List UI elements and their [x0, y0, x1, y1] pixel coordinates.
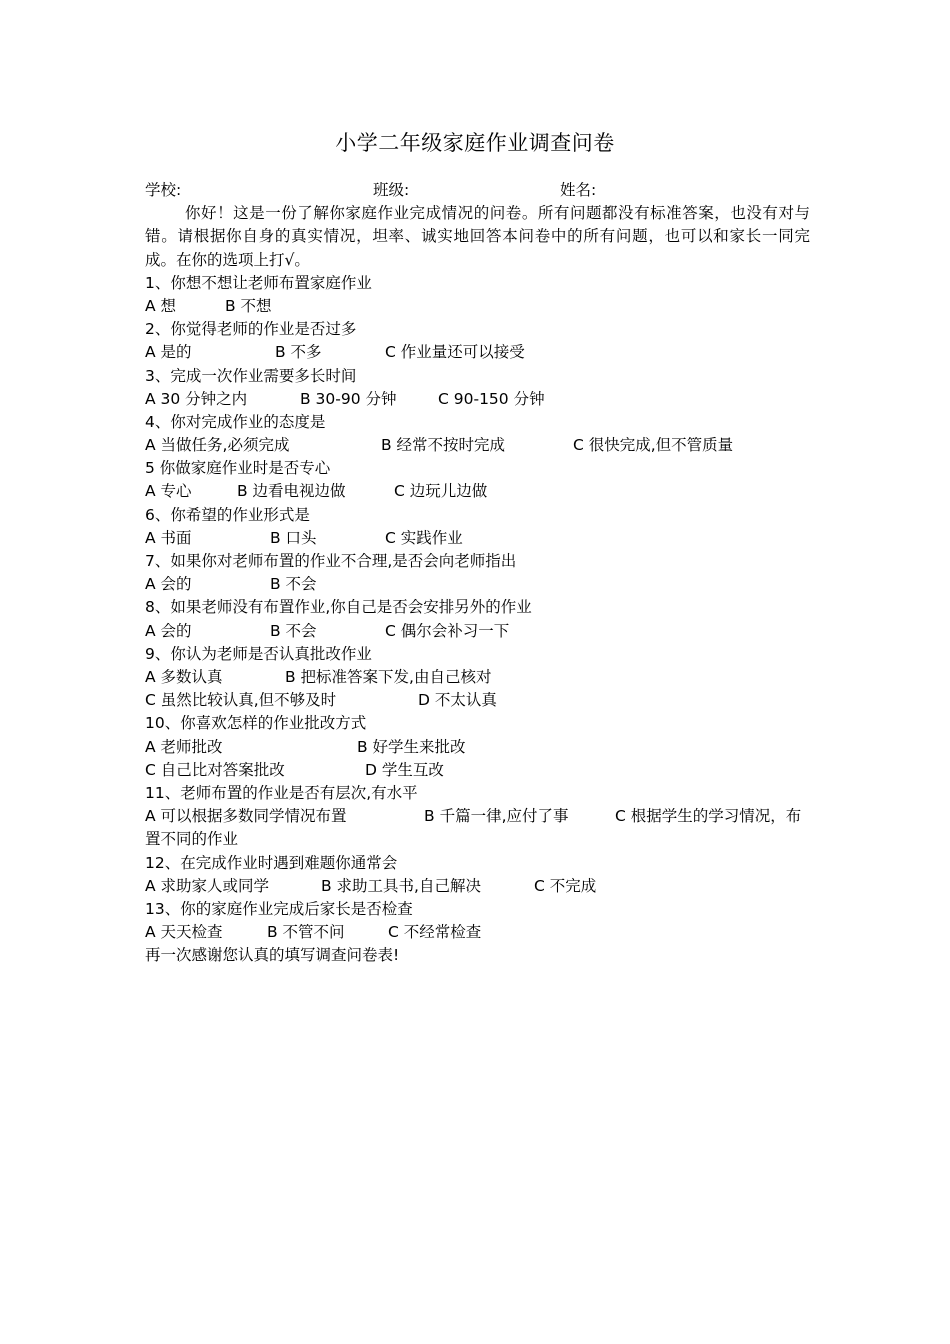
option-13b[interactable]: B 不管不问: [267, 923, 345, 942]
option-7a[interactable]: A 会的: [145, 575, 192, 594]
option-10a[interactable]: A 老师批改: [145, 737, 223, 756]
question-1: 1、你想不想让老师布置家庭作业: [145, 273, 372, 292]
option-2c[interactable]: C 作业量还可以接受: [385, 343, 525, 362]
options-row-12: [145, 875, 810, 898]
option-3b[interactable]: B 30-90 分钟: [300, 389, 397, 408]
options-row-10b: [145, 759, 810, 782]
option-6c[interactable]: C 实践作业: [385, 528, 463, 547]
question-10: 10、你喜欢怎样的作业批改方式: [145, 714, 367, 733]
option-1a[interactable]: A 想: [145, 296, 177, 315]
option-2a[interactable]: A 是的: [145, 343, 192, 362]
question-8: 8、如果老师没有布置作业,你自己是否会安排另外的作业: [145, 598, 532, 617]
question-5: 5 你做家庭作业时是否专心: [145, 459, 331, 478]
option-4c[interactable]: C 很快完成,但不管质量: [573, 436, 734, 455]
option-10d[interactable]: D 学生互改: [365, 760, 444, 779]
question-7: 7、如果你对老师布置的作业不合理,是否会向老师指出: [145, 552, 517, 571]
options-row-7: [145, 573, 810, 596]
option-2b[interactable]: B 不多: [275, 343, 322, 362]
option-5c[interactable]: C 边玩儿边做: [394, 482, 488, 501]
options-row-3: [145, 388, 810, 411]
options-row-13: [145, 921, 810, 944]
class-label: 班级:: [373, 181, 410, 199]
option-8a[interactable]: A 会的: [145, 621, 192, 640]
option-9b[interactable]: B 把标准答案下发,由自己核对: [285, 667, 492, 686]
option-10b[interactable]: B 好学生来批改: [357, 737, 466, 756]
option-5b[interactable]: B 边看电视边做: [237, 482, 346, 501]
intro-paragraph: 你好！这是一份了解你家庭作业完成情况的问卷。所有问题都没有标准答案，也没有对与错。请根据你自身的真实情况，坦率、诚实地回答本问卷中的所有问题，也可以和家长一同完成。在你的选项上打√。: [145, 204, 810, 269]
options-row-8: [145, 620, 810, 643]
options-row-6: [145, 527, 810, 550]
name-label: 姓名:: [560, 181, 597, 199]
option-6a[interactable]: A 书面: [145, 528, 192, 547]
question-4: 4、你对完成作业的态度是: [145, 412, 326, 431]
option-9d[interactable]: D 不太认真: [418, 691, 497, 710]
document-body: [145, 179, 810, 967]
question-9: 9、你认为老师是否认真批改作业: [145, 644, 372, 663]
options-row-5: [145, 480, 810, 503]
option-9a[interactable]: A 多数认真: [145, 667, 223, 686]
options-row-9b: [145, 689, 810, 712]
option-5a[interactable]: A 专心: [145, 482, 192, 501]
option-13a[interactable]: A 天天检查: [145, 923, 223, 942]
options-row-4: [145, 434, 810, 457]
options-row-11[interactable]: A 可以根据多数同学情况布置 B 千篇一律,应付了事 C 根据学生的学习情况，布置不同的作业: [145, 807, 802, 849]
option-13c[interactable]: C 不经常检查: [388, 923, 482, 942]
closing-note: 再一次感谢您认真的填写调查问卷表!: [145, 946, 400, 965]
option-12a[interactable]: A 求助家人或同学: [145, 876, 270, 895]
question-12: 12、在完成作业时遇到难题你通常会: [145, 853, 398, 872]
option-12b[interactable]: B 求助工具书,自己解决: [321, 876, 481, 895]
options-row-2: [145, 341, 810, 364]
question-2: 2、你觉得老师的作业是否过多: [145, 320, 357, 339]
option-8b[interactable]: B 不会: [270, 621, 317, 640]
question-13: 13、你的家庭作业完成后家长是否检查: [145, 899, 413, 918]
options-row-1: [145, 295, 810, 318]
option-4a[interactable]: A 当做任务,必须完成: [145, 436, 290, 455]
options-row-10a: [145, 736, 810, 759]
school-label: 学校:: [145, 181, 182, 199]
header-fields-row: [145, 179, 810, 202]
option-4b[interactable]: B 经常不按时完成: [381, 436, 506, 455]
option-3c[interactable]: C 90-150 分钟: [438, 389, 545, 408]
option-7b[interactable]: B 不会: [270, 575, 317, 594]
option-1b[interactable]: B 不想: [225, 296, 272, 315]
question-11: 11、老师布置的作业是否有层次,有水平: [145, 783, 418, 802]
option-3a[interactable]: A 30 分钟之内: [145, 389, 248, 408]
options-row-9a: [145, 666, 810, 689]
option-8c[interactable]: C 偶尔会补习一下: [385, 621, 510, 640]
option-10c[interactable]: C 自己比对答案批改: [145, 760, 285, 779]
option-9c[interactable]: C 虽然比较认真,但不够及时: [145, 691, 337, 710]
option-12c[interactable]: C 不完成: [534, 876, 597, 895]
question-6: 6、你希望的作业形式是: [145, 505, 310, 524]
document-title: 小学二年级家庭作业调查问卷: [335, 131, 615, 155]
question-3: 3、完成一次作业需要多长时间: [145, 366, 357, 385]
option-6b[interactable]: B 口头: [270, 528, 317, 547]
